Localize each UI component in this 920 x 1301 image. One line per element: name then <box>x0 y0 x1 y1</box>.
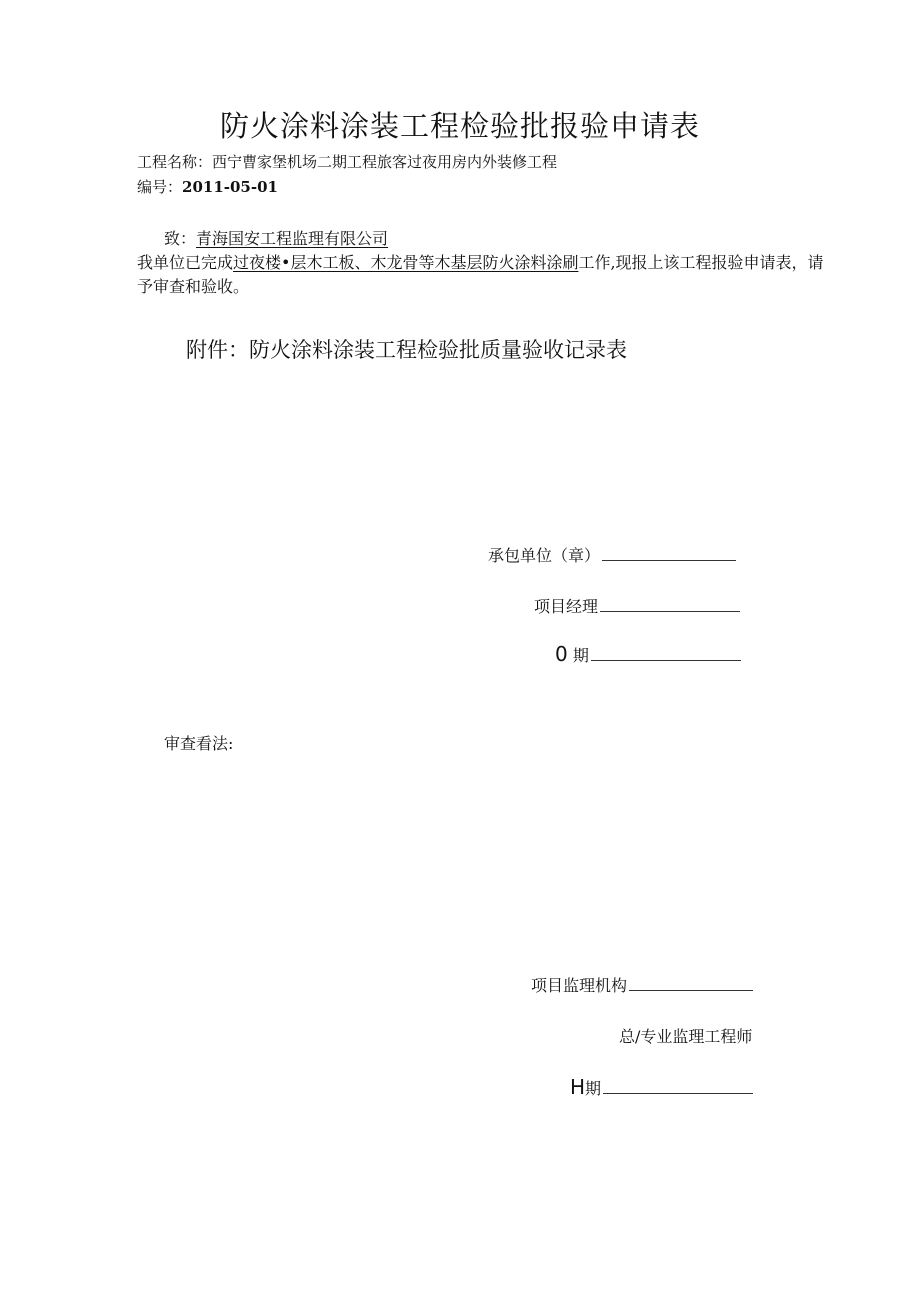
contractor-unit-signature-line <box>602 546 736 561</box>
contractor-unit-row <box>488 543 736 566</box>
statement-line-1 <box>137 250 824 273</box>
supervisor-date-line <box>603 1079 753 1094</box>
addressee-row <box>164 226 388 249</box>
project-name-value: 西宁曹家堡机场二期工程旅客过夜用房内外装修工程 <box>212 153 558 171</box>
statement-prefix: 我单位已完成 <box>137 253 234 272</box>
contractor-date-label: 期 <box>572 646 589 665</box>
addressee-value: 青海国安工程监理有限公司 <box>196 229 389 248</box>
document-title: 防火涂料涂装工程检验批报验申请表 <box>219 109 700 143</box>
supervisor-date-prefix: H <box>570 1075 586 1099</box>
supervision-org-label: 项目监理机构 <box>531 976 628 995</box>
addressee-label: 致： <box>164 229 197 248</box>
statement-suffix: 工作,现报上该工程报验申请表，请 <box>578 253 824 272</box>
document-number-value: 2011-05-01 <box>182 178 278 196</box>
project-manager-signature-line <box>600 597 740 612</box>
contractor-date-line <box>591 646 741 661</box>
review-opinion-label: 审查看法: <box>164 734 234 753</box>
supervision-org-row <box>531 973 753 996</box>
project-name-row <box>137 151 557 172</box>
supervising-engineer-label: 总/专业监理工程师 <box>619 1027 753 1046</box>
project-manager-row <box>534 594 740 617</box>
attachment-note: 附件：防火涂料涂装工程检验批质量验收记录表 <box>186 338 627 362</box>
contractor-date-row <box>555 642 741 666</box>
supervision-org-signature-line <box>629 976 753 991</box>
document-number-label: 编号： <box>137 178 183 196</box>
supervisor-date-label: 期 <box>585 1079 602 1098</box>
project-name-label: 工程名称： <box>137 153 213 171</box>
statement-line-2: 予审查和验收。 <box>137 277 250 296</box>
contractor-date-prefix: 0 <box>555 642 568 666</box>
document-number-row <box>137 176 278 197</box>
statement-work: 过夜楼•层木工板、木龙骨等木基层防火涂料涂刷 <box>233 253 579 272</box>
project-manager-label: 项目经理 <box>534 597 599 616</box>
contractor-unit-label: 承包单位（章） <box>488 546 601 565</box>
supervisor-date-row <box>570 1075 753 1099</box>
